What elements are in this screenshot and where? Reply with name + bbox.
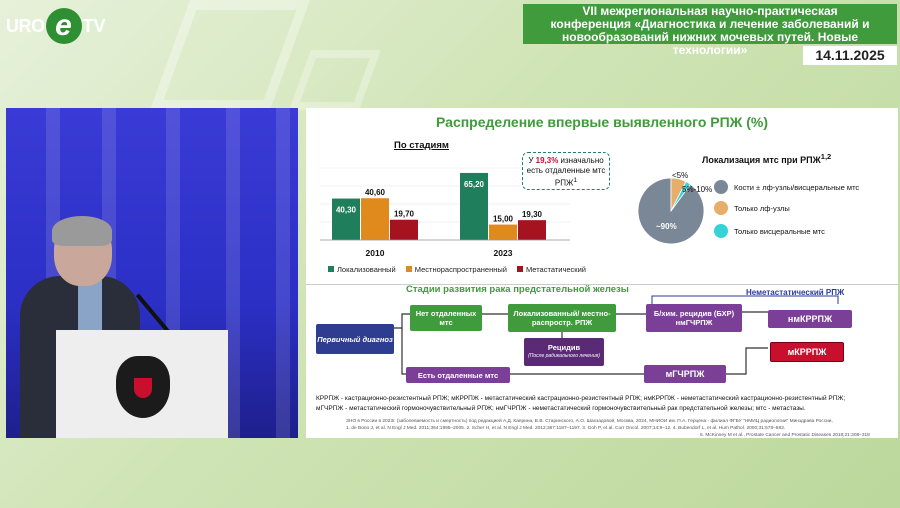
flow-mhspc: мГЧРПЖ <box>644 365 726 383</box>
bar-legend <box>328 265 586 274</box>
footnote-line-2: мГЧРПЖ - метастатический гормоночувствительный РПЖ; нмГЧРПЖ - неметастатический гормоночувствительный рак предстательной железы; мтс - метастазы. <box>316 405 806 412</box>
legend-item-local-advanced <box>406 265 507 274</box>
bracket-nonmeta <box>652 296 838 304</box>
conference-line-3: новообразований нижних мочевых путей. Новые технологии» <box>562 30 858 57</box>
bar-value-label: 15,00 <box>492 214 514 224</box>
curtain-fold <box>226 108 240 438</box>
pie-title-sup: 1,2 <box>820 152 832 161</box>
slide-title: Распределение впервые выявленного РПЖ (%) <box>436 114 768 130</box>
conference-line-2: конференция «Диагностика и лечение заболеваний и <box>550 17 870 31</box>
pie-legend-visceral <box>714 224 825 238</box>
logo-uro-text: URO <box>6 15 45 36</box>
bar-2010-1 <box>361 198 389 240</box>
legend-swatch <box>328 266 334 272</box>
curtain-fold <box>276 108 290 438</box>
legend-label: Местнораспространенный <box>414 265 507 274</box>
urotv-logo <box>6 6 106 46</box>
pie-label-big: ~90% <box>656 222 677 231</box>
conference-line-1: VII межрегиональная научно-практическая <box>582 4 838 18</box>
callout-sup: 1 <box>573 177 578 184</box>
pie-title-text: Локализация мтс при РПЖ <box>702 155 821 165</box>
logo-e-circle: e <box>46 8 82 44</box>
pie-legend-lymph <box>714 201 790 215</box>
emblem-shield <box>134 378 152 398</box>
bar-2023-2 <box>518 220 546 240</box>
category-label-2010: 2010 <box>365 248 385 258</box>
flow-mcrpc: мКРРПЖ <box>770 342 844 362</box>
callout-prefix: У <box>528 156 536 165</box>
callout-percent: 19,3% <box>535 156 559 165</box>
bar-value-label: 19,30 <box>521 210 543 220</box>
reference-line-1: ЗНО в России в 2023г. (заболеваемость и смертность) под редакцией А.Д. Каприна, В.В. Старинского, А.О. Шахзадовой, Москва, 2024, МНИОИ им. П.А. Герцена - филиал ФГБУ "НМИЦ радиологии" Минздрава России, <box>346 419 833 424</box>
speaker-hair <box>52 216 112 246</box>
flow-title: Стадии развития рака предстательной железы <box>406 284 629 295</box>
stages-subtitle: По стадиям <box>394 140 449 151</box>
flow-has-mts: Есть отдаленные мтс <box>406 367 510 383</box>
bar-2023-1 <box>489 225 517 240</box>
logo-tv-text: TV <box>82 15 106 36</box>
nonmeta-label: Неметастатический РПЖ <box>746 288 845 297</box>
bar-value-label: 65,20 <box>463 179 485 189</box>
legend-label: Метастатический <box>525 265 586 274</box>
legend-swatch <box>517 266 523 272</box>
pie-legend-dot <box>714 224 728 238</box>
bar-value-label: 40,60 <box>364 188 386 198</box>
metastatic-callout <box>522 152 610 190</box>
pie-legend-bones <box>714 180 859 194</box>
callout-text: изначально есть отдаленные мтс РПЖ <box>526 156 606 188</box>
legend-swatch <box>406 266 412 272</box>
event-date: 14.11.2025 <box>803 46 897 65</box>
legend-label: Локализованный <box>337 265 396 274</box>
flow-localized: Локализованный/ местно-распростр. РПЖ <box>508 304 616 332</box>
pie-legend-dot <box>714 201 728 215</box>
legend-item-localized <box>328 265 396 274</box>
category-label-2023: 2023 <box>493 248 513 258</box>
legend-item-metastatic <box>517 265 586 274</box>
reference-line-2: 1. de Bono J, et al. N Engl J Med. 2011;364:1995–2005. 2. Scher H, et al. N Engl J Med. 2012;367:1187–1197. 3. Goh P, et al. Curr Oncol. 2007;14:9–12. 4. Bubendorf L, et al. Hum Pathol. 2000;31:578–583. <box>346 426 786 431</box>
bar-value-label: 19,70 <box>393 209 415 219</box>
flow-recurrence <box>524 338 604 366</box>
speaker-video <box>6 108 298 438</box>
recurrence-note: (После радикального лечения) <box>528 353 600 359</box>
pie-label-small: <5% <box>672 171 689 180</box>
flow-nmcrpc: нмКРРПЖ <box>768 310 852 328</box>
flow-no-mts: Нет отдаленных мтс <box>410 305 482 331</box>
pie-legend-label: Кости ± лф-узлы/висцеральные мтс <box>734 182 860 192</box>
flow-primary-diagnosis: Первичный диагноз <box>316 324 394 354</box>
pie-legend-label: Только висцеральные мтс <box>734 226 825 236</box>
pie-label-mid: 5%-10% <box>682 185 713 194</box>
pie-title <box>702 152 831 165</box>
presentation-slide <box>306 108 898 438</box>
pie-legend-dot <box>714 180 728 194</box>
recurrence-label: Рецидив <box>547 343 581 352</box>
reference-line-3: 5. McKinney M et al., Prostate Cancer and Prostatic Diseases 2018;21:308–318 <box>700 433 870 438</box>
arrow-primary-to-nomts <box>394 314 410 328</box>
footnote-line-1: КРРПЖ - кастрационно-резистентный РПЖ; мКРРПЖ - метастатический кастрационно-резистентный РПЖ; нмКРРПЖ - неметастатический кастрационно-резистентный РПЖ; <box>316 395 846 402</box>
flow-biochemical-relapse: Б/хим. рецидив (БХР) нмГЧРПЖ <box>646 304 742 332</box>
bar-2010-2 <box>390 220 418 240</box>
pie-legend-label: Только лф-узлы <box>734 203 790 213</box>
arrow-mhspc-to-mcrpc <box>726 348 768 374</box>
bar-value-label: 40,30 <box>335 205 357 215</box>
